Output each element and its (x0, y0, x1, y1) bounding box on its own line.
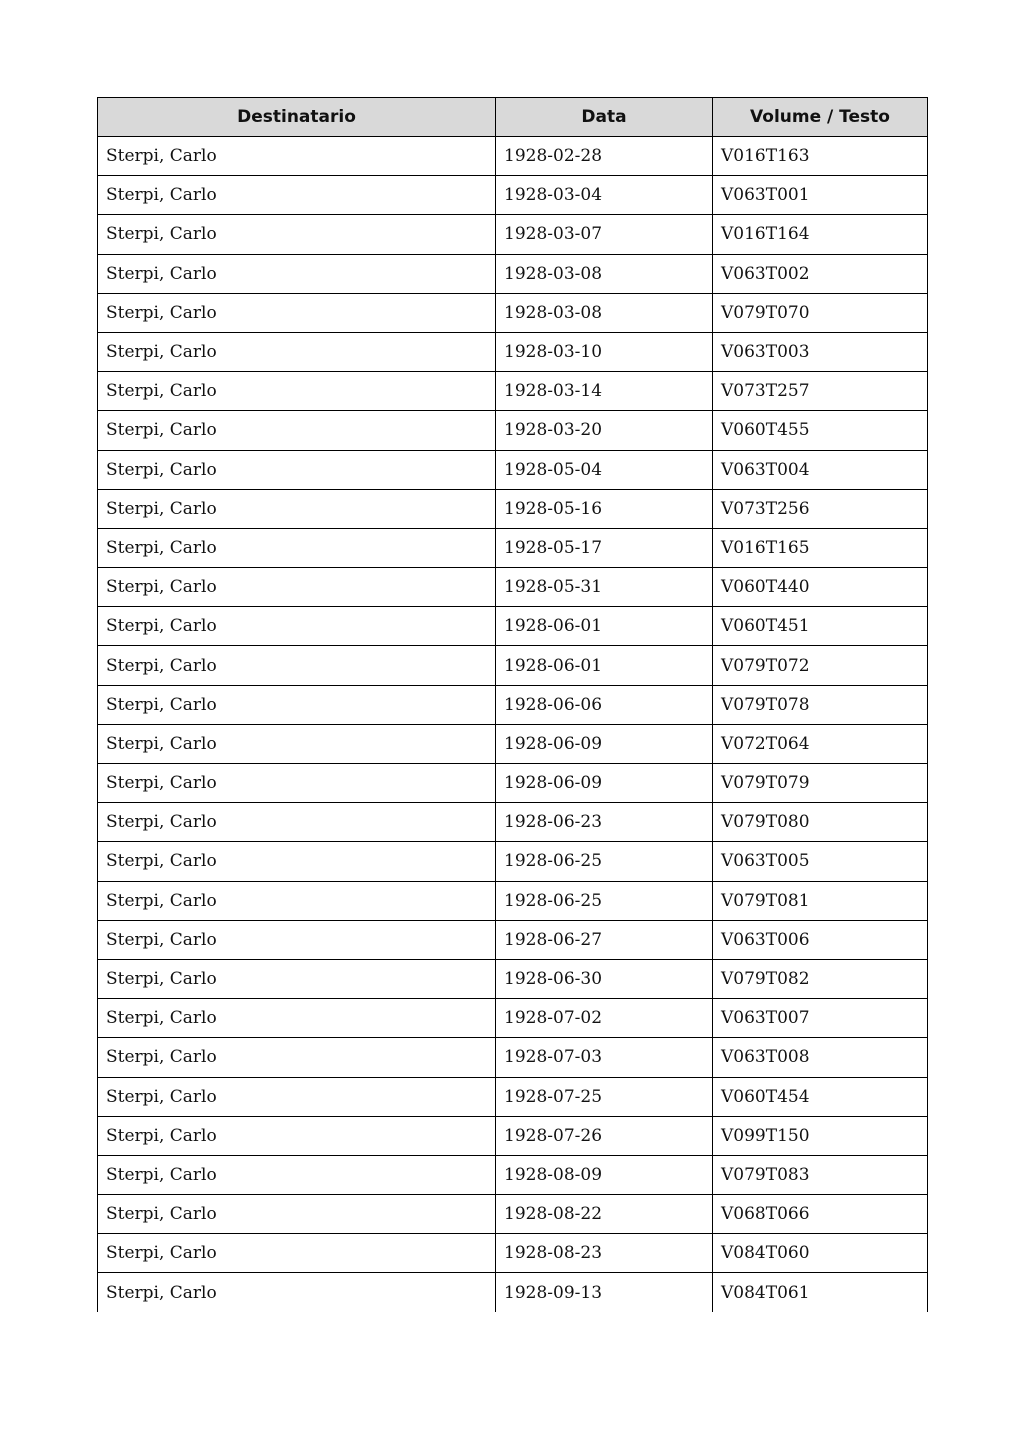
cell-destinatario: Sterpi, Carlo (98, 1273, 496, 1312)
table-row (98, 724, 928, 763)
header-destinatario: Destinatario (98, 98, 496, 137)
header-data: Data (496, 98, 713, 137)
cell-destinatario: Sterpi, Carlo (98, 254, 496, 293)
table-row (98, 959, 928, 998)
table-row (98, 450, 928, 489)
cell-data: 1928-03-10 (496, 332, 713, 371)
cell-volume-testo: V068T066 (713, 1195, 928, 1234)
cell-volume-testo: V099T150 (713, 1116, 928, 1155)
cell-data: 1928-08-23 (496, 1234, 713, 1273)
cell-destinatario: Sterpi, Carlo (98, 1077, 496, 1116)
cell-data: 1928-05-16 (496, 489, 713, 528)
cell-data: 1928-05-17 (496, 528, 713, 567)
cell-volume-testo: V063T007 (713, 999, 928, 1038)
cell-volume-testo: V084T060 (713, 1234, 928, 1273)
cell-volume-testo: V073T257 (713, 372, 928, 411)
cell-volume-testo: V060T451 (713, 607, 928, 646)
cell-destinatario: Sterpi, Carlo (98, 842, 496, 881)
table-row (98, 1155, 928, 1194)
cell-data: 1928-02-28 (496, 137, 713, 176)
table-row (98, 920, 928, 959)
cell-volume-testo: V060T440 (713, 568, 928, 607)
letters-table (97, 97, 928, 1312)
cell-destinatario: Sterpi, Carlo (98, 1155, 496, 1194)
cell-destinatario: Sterpi, Carlo (98, 137, 496, 176)
cell-destinatario: Sterpi, Carlo (98, 332, 496, 371)
table-row (98, 764, 928, 803)
cell-volume-testo: V079T078 (713, 685, 928, 724)
cell-volume-testo: V079T072 (713, 646, 928, 685)
cell-volume-testo: V073T256 (713, 489, 928, 528)
cell-destinatario: Sterpi, Carlo (98, 568, 496, 607)
cell-data: 1928-06-23 (496, 803, 713, 842)
cell-data: 1928-03-20 (496, 411, 713, 450)
table-row (98, 372, 928, 411)
cell-data: 1928-05-31 (496, 568, 713, 607)
table-row (98, 1038, 928, 1077)
cell-volume-testo: V016T164 (713, 215, 928, 254)
table-row (98, 176, 928, 215)
table-row (98, 568, 928, 607)
cell-data: 1928-09-13 (496, 1273, 713, 1312)
cell-destinatario: Sterpi, Carlo (98, 607, 496, 646)
cell-volume-testo: V063T006 (713, 920, 928, 959)
table-body (98, 137, 928, 1313)
cell-destinatario: Sterpi, Carlo (98, 372, 496, 411)
cell-data: 1928-07-25 (496, 1077, 713, 1116)
cell-volume-testo: V016T163 (713, 137, 928, 176)
cell-destinatario: Sterpi, Carlo (98, 215, 496, 254)
document-page (97, 97, 927, 1312)
cell-volume-testo: V063T008 (713, 1038, 928, 1077)
cell-data: 1928-03-07 (496, 215, 713, 254)
cell-data: 1928-03-04 (496, 176, 713, 215)
cell-data: 1928-06-27 (496, 920, 713, 959)
cell-volume-testo: V063T005 (713, 842, 928, 881)
cell-destinatario: Sterpi, Carlo (98, 1116, 496, 1155)
cell-volume-testo: V079T082 (713, 959, 928, 998)
cell-volume-testo: V079T070 (713, 293, 928, 332)
cell-volume-testo: V084T061 (713, 1273, 928, 1312)
cell-destinatario: Sterpi, Carlo (98, 959, 496, 998)
table-row (98, 215, 928, 254)
cell-volume-testo: V079T081 (713, 881, 928, 920)
table-row (98, 842, 928, 881)
cell-destinatario: Sterpi, Carlo (98, 176, 496, 215)
cell-data: 1928-06-06 (496, 685, 713, 724)
cell-volume-testo: V060T455 (713, 411, 928, 450)
table-row (98, 1234, 928, 1273)
cell-volume-testo: V063T003 (713, 332, 928, 371)
cell-data: 1928-06-25 (496, 842, 713, 881)
table-row (98, 489, 928, 528)
cell-volume-testo: V016T165 (713, 528, 928, 567)
cell-data: 1928-06-09 (496, 724, 713, 763)
table-row (98, 1077, 928, 1116)
cell-data: 1928-03-08 (496, 254, 713, 293)
cell-volume-testo: V079T080 (713, 803, 928, 842)
table-row (98, 646, 928, 685)
table-header-row (98, 98, 928, 137)
cell-destinatario: Sterpi, Carlo (98, 999, 496, 1038)
cell-volume-testo: V063T001 (713, 176, 928, 215)
cell-volume-testo: V079T083 (713, 1155, 928, 1194)
cell-destinatario: Sterpi, Carlo (98, 1234, 496, 1273)
header-volume-testo: Volume / Testo (713, 98, 928, 137)
cell-destinatario: Sterpi, Carlo (98, 293, 496, 332)
cell-destinatario: Sterpi, Carlo (98, 803, 496, 842)
cell-data: 1928-07-02 (496, 999, 713, 1038)
cell-destinatario: Sterpi, Carlo (98, 1195, 496, 1234)
table-row (98, 803, 928, 842)
cell-data: 1928-07-26 (496, 1116, 713, 1155)
table-row (98, 254, 928, 293)
cell-destinatario: Sterpi, Carlo (98, 881, 496, 920)
table-row (98, 607, 928, 646)
table-row (98, 332, 928, 371)
cell-volume-testo: V072T064 (713, 724, 928, 763)
cell-destinatario: Sterpi, Carlo (98, 1038, 496, 1077)
cell-data: 1928-03-08 (496, 293, 713, 332)
table-row (98, 1195, 928, 1234)
cell-data: 1928-06-01 (496, 646, 713, 685)
cell-volume-testo: V063T004 (713, 450, 928, 489)
cell-destinatario: Sterpi, Carlo (98, 724, 496, 763)
cell-destinatario: Sterpi, Carlo (98, 489, 496, 528)
table-row (98, 685, 928, 724)
table-row (98, 137, 928, 176)
cell-destinatario: Sterpi, Carlo (98, 411, 496, 450)
table-row (98, 528, 928, 567)
cell-destinatario: Sterpi, Carlo (98, 646, 496, 685)
cell-destinatario: Sterpi, Carlo (98, 685, 496, 724)
cell-destinatario: Sterpi, Carlo (98, 450, 496, 489)
table-row (98, 1273, 928, 1312)
table-row (98, 293, 928, 332)
cell-destinatario: Sterpi, Carlo (98, 528, 496, 567)
cell-volume-testo: V060T454 (713, 1077, 928, 1116)
cell-data: 1928-05-04 (496, 450, 713, 489)
cell-destinatario: Sterpi, Carlo (98, 764, 496, 803)
table-row (98, 999, 928, 1038)
cell-data: 1928-08-09 (496, 1155, 713, 1194)
cell-destinatario: Sterpi, Carlo (98, 920, 496, 959)
table-row (98, 1116, 928, 1155)
table-row (98, 411, 928, 450)
cell-data: 1928-06-01 (496, 607, 713, 646)
cell-data: 1928-06-30 (496, 959, 713, 998)
table-row (98, 881, 928, 920)
cell-data: 1928-06-09 (496, 764, 713, 803)
cell-volume-testo: V079T079 (713, 764, 928, 803)
cell-data: 1928-03-14 (496, 372, 713, 411)
cell-data: 1928-08-22 (496, 1195, 713, 1234)
cell-volume-testo: V063T002 (713, 254, 928, 293)
cell-data: 1928-07-03 (496, 1038, 713, 1077)
cell-data: 1928-06-25 (496, 881, 713, 920)
